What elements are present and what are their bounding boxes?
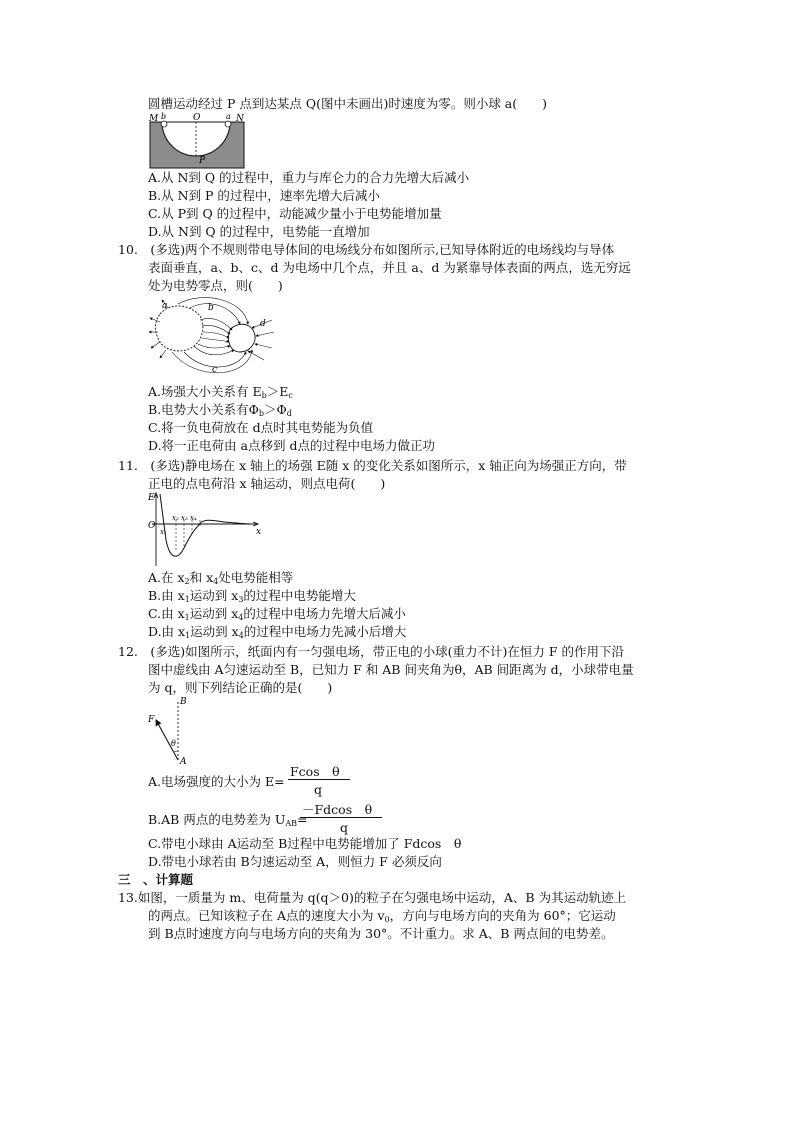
q10-stem-line1: 10. (多选)两个不规则带电导体间的电场线分布如图所示,已知导体附近的电场线均与导体 — [118, 242, 615, 257]
q13-line3: 到 B点时速度方向与电场方向的夹角为 30°。不计重力。求 A、B 两点间的电势差。 — [148, 926, 614, 941]
label-O: O — [193, 113, 201, 123]
q11-option-c: C.由 $x_1$运动到 $x_4$的过程中电场力先增大后减小 — [148, 606, 406, 622]
label-x4: x₄ — [190, 514, 197, 522]
q11-option-b: B.由 $x_1$运动到 $x_3$的过程中电势能增大 — [148, 588, 356, 604]
q13-line1: 13.如图，一质量为 m、电荷量为 q(q＞0)的粒子在匀强电场中运动，A、B 为其运动轨迹上 — [118, 890, 627, 905]
q12-option-b-numerator: －Fdcos θ — [302, 802, 373, 817]
q11-option-d: D.由 $x_1$运动到 $x_4$的过程中电场力先减小后增大 — [148, 624, 407, 640]
label-b: b — [161, 112, 167, 121]
q12-force-diagram-figure — [146, 694, 192, 766]
q12-option-a-fraction-bar — [288, 779, 350, 780]
q11-field-graph-figure — [148, 490, 266, 568]
q11-stem-line2: 正电的点电荷沿 x 轴运动，则点电荷( ) — [148, 476, 386, 491]
label-x3: x₃ — [181, 514, 188, 522]
q12-stem-line2: 图中虚线由 A匀速运动至 B，已知力 F 和 AB 间夹角为θ，AB 间距离为 d，小球带电量 — [148, 662, 634, 677]
q11-stem-line1: 11. (多选)静电场在 x 轴上的场强 E随 x 的变化关系如图所示，x 轴正向为场强正方向，带 — [118, 458, 627, 473]
label-x: x — [256, 527, 262, 537]
q9-option-b: B.从 N到 P 的过程中，速率先增大后减小 — [148, 188, 380, 203]
q12-option-b: B.AB 两点的电势差为 $U_{AB}=$ — [148, 812, 308, 828]
label-d: d — [260, 319, 266, 329]
label-B: B — [180, 697, 187, 707]
label-N: N — [236, 114, 244, 124]
label-b: b — [208, 303, 214, 313]
q9-semicircle-groove-figure — [148, 112, 248, 170]
q9-option-c: C.从 P到 Q 的过程中，动能减少量小于电势能增加量 — [148, 206, 442, 221]
q12-stem-line3: 为 q，则下列结论正确的是( ) — [148, 680, 333, 695]
q12-option-c: C.带电小球由 A运动至 B过程中电势能增加了 Fdcos θ — [148, 836, 462, 851]
label-c: c — [212, 365, 218, 375]
label-F: F — [148, 715, 155, 725]
q10-stem-line2: 表面垂直，a、b、c、d 为电场中几个点，并且 a、d 为紧靠导体表面的两点，选无穷远 — [148, 260, 631, 275]
q10-stem-line3: 处为电势零点，则( ) — [148, 278, 283, 293]
label-x2: x₂ — [172, 514, 179, 522]
label-M: M — [149, 114, 159, 124]
label-P: P — [199, 156, 206, 166]
q9-option-a: A.从 N到 Q 的过程中，重力与库仑力的合力先增大后减小 — [148, 170, 470, 185]
label-O: O — [148, 521, 156, 531]
label-a: a — [162, 301, 168, 311]
q12-option-a-numerator: Fcos θ — [290, 764, 340, 779]
label-A: A — [180, 757, 187, 766]
q9-stem-continuation: 圆槽运动经过 P 点到达某点 Q(图中未画出)时速度为零。则小球 a( ) — [148, 96, 548, 111]
q9-option-d: D.从 N到 Q 的过程中，电势能一直增加 — [148, 224, 370, 239]
q10-option-b: B.电势大小关系有$\Phi_b>\Phi_d$ — [148, 402, 292, 418]
q12-option-d: D.带电小球若由 B匀速运动至 A，则恒力 F 必须反向 — [148, 854, 442, 869]
q12-stem-line1: 12. (多选)如图所示，纸面内有一匀强电场，带正电的小球(重力不计)在恒力 F 的作用下沿 — [118, 644, 625, 659]
section-3-heading: 三 、计算题 — [118, 872, 194, 887]
q13-line2: 的两点。已知该粒子在 A点的速度大小为 $v_0$，方向与电场方向的夹角为 60°；它运动 — [148, 908, 616, 924]
q12-option-a-denominator: q — [314, 782, 323, 797]
label-a: a — [226, 112, 231, 121]
q12-option-b-denominator: q — [340, 820, 349, 835]
q12-option-b-fraction-bar — [300, 817, 382, 818]
label-E: E — [148, 493, 155, 503]
label-x1: x₁ — [160, 528, 167, 536]
q10-option-c: C.将一负电荷放在 d点时其电势能为负值 — [148, 420, 374, 435]
q10-option-d: D.将一正电荷由 a点移到 d点的过程中电场力做正功 — [148, 438, 435, 453]
q10-field-lines-figure — [148, 296, 276, 380]
q11-option-a: A.在 $x_2$和 $x_4$处电势能相等 — [148, 570, 294, 586]
q10-option-a: A.场强大小关系有 $E_b>E_c$ — [148, 384, 293, 400]
label-theta: θ — [171, 739, 176, 748]
q12-option-a: A.电场强度的大小为 E= — [148, 774, 285, 789]
